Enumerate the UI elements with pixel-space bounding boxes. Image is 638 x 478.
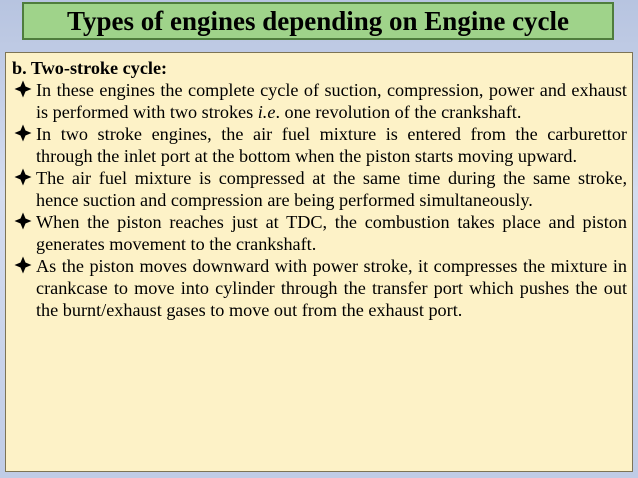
bullet-list [12,79,627,321]
bullet-text-italic: i.e [257,102,276,122]
bullet-text: As the piston moves downward with power stroke, it compresses the mixture in crankcase to move into cylinder through the transfer port which pushes the out the burnt/exhaust gases to move out from the exhaust port. [36,256,627,320]
content-panel [5,52,633,472]
bullet-item-5 [12,255,627,321]
four-petal-diamond-icon [14,80,32,98]
title-banner [22,2,614,40]
bullet-item-4 [12,211,627,255]
four-petal-diamond-icon [14,124,32,142]
bullet-item-2 [12,123,627,167]
bullet-text: When the piston reaches just at TDC, the combustion takes place and piston generates movement to the crankshaft. [36,212,627,254]
bullet-text: In two stroke engines, the air fuel mixture is entered from the carburettor through the inlet port at the bottom when the piston starts moving upward. [36,124,627,166]
four-petal-diamond-icon [14,168,32,186]
section-subheading: b. Two-stroke cycle: [12,58,168,78]
four-petal-diamond-icon [14,256,32,274]
bullet-item-1 [12,79,627,123]
bullet-text-tail: . one revolution of the crankshaft. [275,102,522,122]
four-petal-diamond-icon [14,212,32,230]
bullet-text: The air fuel mixture is compressed at the same time during the same stroke, hence suction and compression are being performed simultaneously. [36,168,627,210]
bullet-text: In these engines the complete cycle of suction, compression, power and exhaust is performed with two strokes [36,80,627,122]
bullet-item-3 [12,167,627,211]
slide-title: Types of engines depending on Engine cycle [66,5,570,36]
